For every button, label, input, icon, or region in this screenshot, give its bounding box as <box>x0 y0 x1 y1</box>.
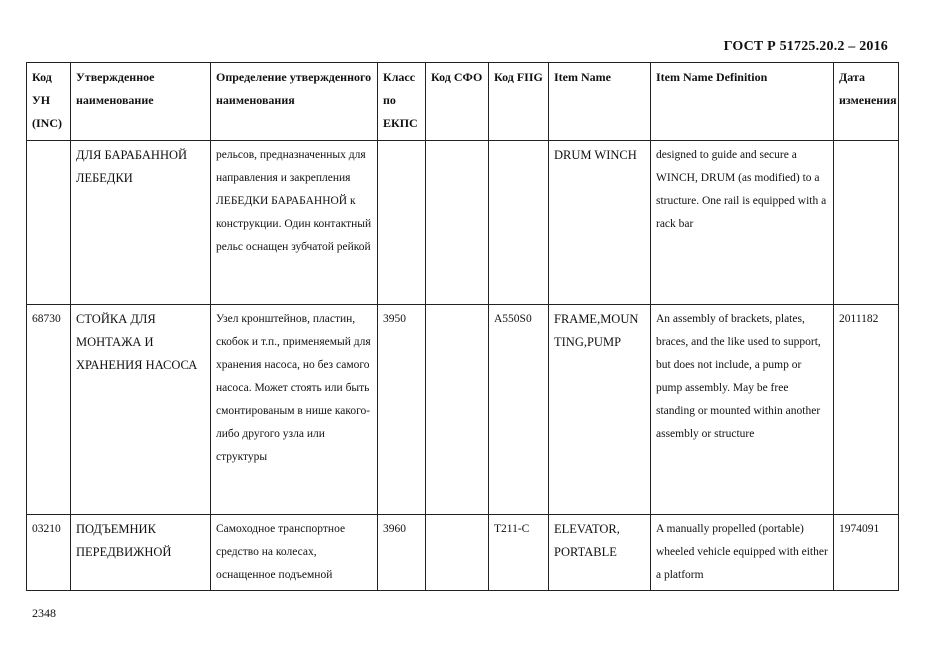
col-header-inc: Код УН (INC) <box>27 63 71 141</box>
cell-item-definition: An assembly of brackets, plates, braces, and the like used to support, but does not include, a pump or pump assembly. May be free standing or mounted within another assembly or structure <box>651 305 834 515</box>
cell-fiig <box>489 141 549 305</box>
cell-item-name: FRAME,MOUNTING,PUMP <box>549 305 651 515</box>
col-header-date: Дата изменения <box>834 63 899 141</box>
cell-date: 1974091 <box>834 515 899 591</box>
table-row <box>27 141 899 305</box>
cell-sfo <box>426 141 489 305</box>
cell-sfo <box>426 305 489 515</box>
col-header-sfo: Код СФО <box>426 63 489 141</box>
col-header-definition: Определение утвержденного наименования <box>211 63 378 141</box>
table-header-row <box>27 63 899 141</box>
document-code: ГОСТ Р 51725.20.2 – 2016 <box>723 39 888 54</box>
cell-inc <box>27 141 71 305</box>
cell-inc: 68730 <box>27 305 71 515</box>
col-header-class: Класс по ЕКПС <box>378 63 426 141</box>
table-row <box>27 305 899 515</box>
col-header-name: Утвержденное наименование <box>71 63 211 141</box>
cell-inc: 03210 <box>27 515 71 591</box>
cell-date <box>834 141 899 305</box>
cell-item-name: DRUM WINCH <box>549 141 651 305</box>
cell-definition: Самоходное транспортное средство на колесах, оснащенное подъемной <box>211 515 378 591</box>
cell-name: СТОЙКА ДЛЯ МОНТАЖА И ХРАНЕНИЯ НАСОСА <box>71 305 211 515</box>
cell-class <box>378 141 426 305</box>
page-number: 2348 <box>32 606 56 620</box>
cell-fiig: T211-C <box>489 515 549 591</box>
col-header-item-name: Item Name <box>549 63 651 141</box>
cell-date: 2011182 <box>834 305 899 515</box>
cell-definition: Узел кронштейнов, пластин, скобок и т.п., применяемый для хранения насоса, но без самого насоса. Может стоять или быть смонтированым в нише какого-либо другого узла или структуры <box>211 305 378 515</box>
cell-name: ПОДЪЕМНИК ПЕРЕДВИЖНОЙ <box>71 515 211 591</box>
cell-class: 3960 <box>378 515 426 591</box>
cell-item-definition: designed to guide and secure a WINCH, DRUM (as modified) to a structure. One rail is equipped with a rack bar <box>651 141 834 305</box>
cell-class: 3950 <box>378 305 426 515</box>
col-header-item-definition: Item Name Definition <box>651 63 834 141</box>
cell-name: ДЛЯ БАРАБАННОЙ ЛЕБЕДКИ <box>71 141 211 305</box>
cell-definition: рельсов, предназначенных для направления и закрепления ЛЕБЕДКИ БАРАБАННОЙ к конструкции. Один контактный рельс оснащен зубчатой рейкой <box>211 141 378 305</box>
col-header-fiig: Код FIIG <box>489 63 549 141</box>
cell-item-definition: A manually propelled (portable) wheeled vehicle equipped with either a platform <box>651 515 834 591</box>
catalog-table <box>26 62 899 591</box>
cell-item-name: ELEVATOR, PORTABLE <box>549 515 651 591</box>
cell-fiig: A550S0 <box>489 305 549 515</box>
cell-sfo <box>426 515 489 591</box>
table-row <box>27 515 899 591</box>
